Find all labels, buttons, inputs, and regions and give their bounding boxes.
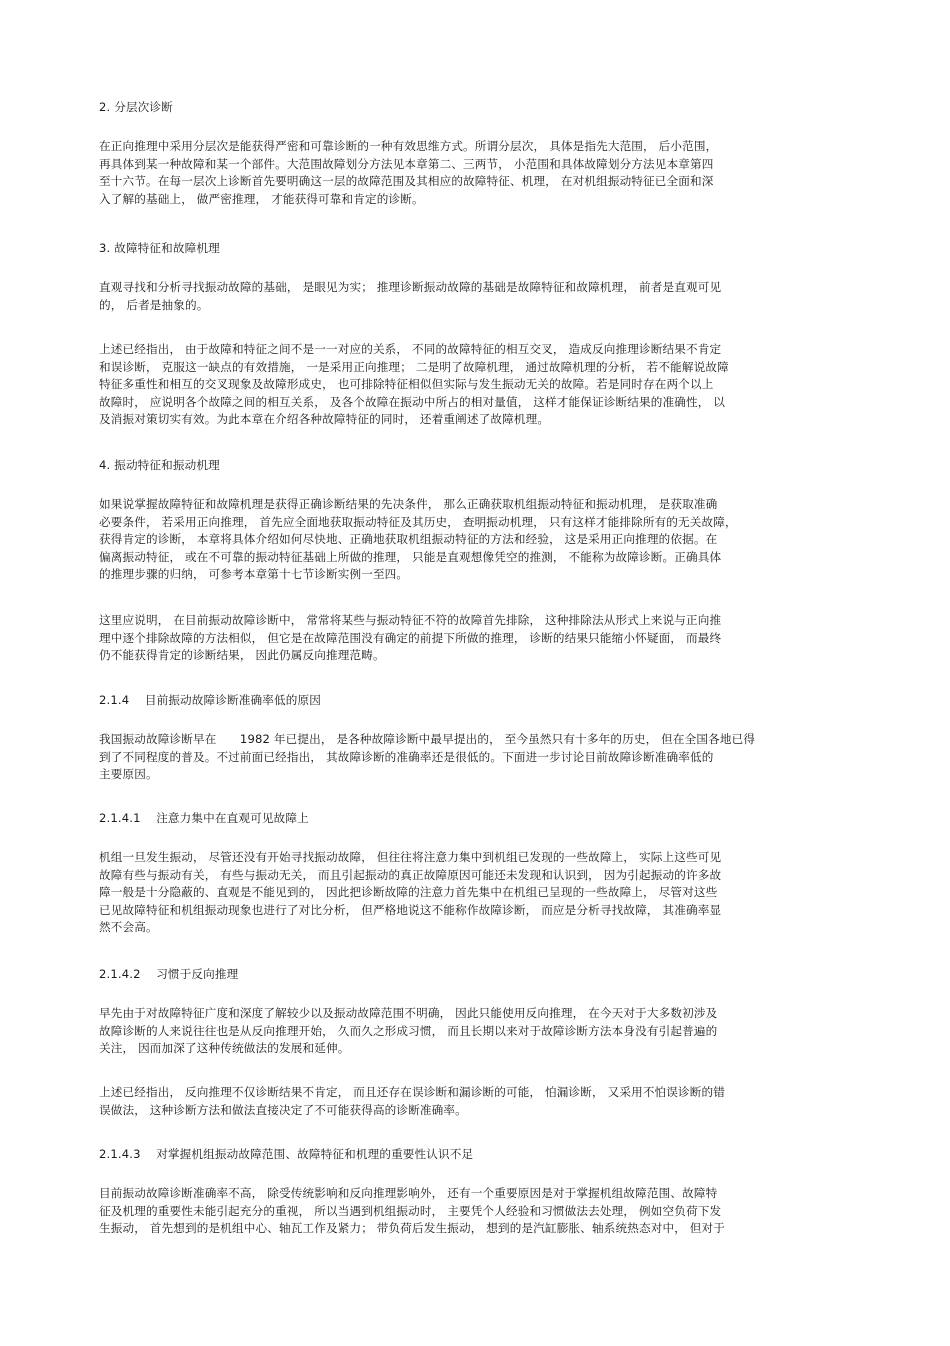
heading-section-2-1-4-2 [99, 966, 789, 984]
text-line: 特征多重性和相互的交叉现象及故障形成史， 也可排除特征相似但实际与发生振动无关的故障。若是同时存在两个以上 [99, 377, 714, 391]
text-line: 在正向推理中采用分层次是能获得严密和可靠诊断的一种有效思维方式。所谓分层次， 具体是指先大范围， 后小范围， [99, 139, 718, 153]
text-line: 故障时， 应说明各个故障之间的相互关系， 及各个故障在振动中所占的相对量值， 这样才能保证诊断结果的准确性， 以 [99, 394, 726, 409]
text-line: 故障有些与振动有关， 有些与振动无关， 而且引起振动的真正故障原因可能还未发现和认识到， 因为引起振动的许多故 [99, 867, 722, 882]
text-line: 然不会高。 [99, 920, 158, 934]
text-line: 2.1.4.2 习惯于反向推理 [99, 967, 239, 981]
paragraph-vibration-features-2 [99, 612, 789, 665]
paragraph-layered-diagnosis [99, 138, 789, 208]
text-line: 2. 分层次诊断 [99, 100, 173, 114]
text-line: 3. 故障特征和故障机理 [99, 241, 220, 255]
paragraph-section-2-1-4-1 [99, 849, 789, 937]
text-line: 理中逐个排除故障的方法相似， 但它是在故障范围没有确定的前提下所做的推理， 诊断的结果只能缩小怀疑面， 而最终 [99, 630, 722, 645]
text-line: 4. 振动特征和振动机理 [99, 458, 220, 472]
paragraph-vibration-features-1 [99, 496, 789, 584]
text-line: 如果说掌握故障特征和故障机理是获得正确诊断结果的先决条件， 那么正确获取机组振动特征和振动机理， 是获取准确 [99, 497, 718, 511]
text-line: 必要条件， 若采用正向推理， 首先应全面地获取振动特征及其历史， 查明振动机理， 只有这样才能排除所有的无关故障， [99, 514, 737, 529]
text-line: 2.1.4.1 注意力集中在直观可见故障上 [99, 811, 309, 825]
paragraph-section-2-1-4-2-1 [99, 1005, 789, 1058]
paragraph-fault-features-1 [99, 279, 789, 314]
text-line: 故障诊断的人来说往往也是从反向推理开始， 久而久之形成习惯， 而且长期以来对于故障诊断方法本身没有引起普遍的 [99, 1023, 718, 1038]
text-line: 偏离振动特征， 或在不可靠的振动特征基础上所做的推理， 只能是直观想像凭空的推测， 不能称为故障诊断。正确具体 [99, 549, 722, 564]
heading-vibration-features [99, 457, 789, 475]
text-line: 关注， 因而加深了这种传统做法的发展和延伸。 [99, 1041, 350, 1055]
text-line: 生振动， 首先想到的是机组中心、轴瓦工作及紧力； 带负荷后发生振动， 想到的是汽缸膨胀、轴系统热态对中， 但对于 [99, 1221, 726, 1235]
text-line: 的推理步骤的归纳， 可参考本章第十七节诊断实例一至四。 [99, 567, 409, 581]
text-line: 2.1.4.3 对掌握机组振动故障范围、故障特征和机理的重要性认识不足 [99, 1147, 474, 1161]
text-line: 至十六节。在每一层次上诊断首先要明确这一层的故障范围及其相应的故障特征、机理， 在对机组振动特征已全面和深 [99, 174, 714, 188]
text-line: 的， 后者是抽象的。 [99, 297, 209, 312]
text-line: 我国振动故障诊断早在 1982 年已提出， 是各种故障诊断中最早提出的， 至今虽然只有十多年的历史， 但在全国各地已得 [99, 732, 756, 746]
heading-fault-features [99, 240, 789, 258]
heading-layered-diagnosis [99, 99, 789, 117]
text-line: 和误诊断， 克服这一缺点的有效措施， 一是采用正向推理； 二是明了故障机理， 通过故障机理的分析， 若不能解说故障 [99, 359, 729, 374]
text-line: 障一般是十分隐蔽的、直观是不能见到的， 因此把诊断故障的注意力首先集中在机组已呈现的一些故障上， 尽管对这些 [99, 885, 718, 899]
paragraph-fault-features-2 [99, 341, 789, 429]
heading-section-2-1-4 [99, 692, 789, 710]
text-line: 2.1.4 目前振动故障诊断准确率低的原因 [99, 693, 321, 707]
paragraph-section-2-1-4-2-2 [99, 1084, 789, 1119]
text-line: 再具体到某一种故障和某一个部件。大范围故障划分方法见本章第二、三两节， 小范围和具体故障划分方法见本章第四 [99, 156, 714, 171]
text-line: 机组一旦发生振动， 尽管还没有开始寻找振动故障， 但往往将注意力集中到机组已发现的一些故障上， 实际上这些可见 [99, 850, 722, 864]
text-line: 仍不能获得肯定的诊断结果， 因此仍属反向推理范畴。 [99, 648, 385, 662]
paragraph-section-2-1-4-3 [99, 1185, 789, 1238]
text-line: 征及机理的重要性未能引起充分的重视， 所以当遇到机组振动时， 主要凭个人经验和习惯做法去处理， 例如空负荷下发 [99, 1203, 722, 1218]
text-line: 已见故障特征和机组振动现象也进行了对比分析， 但严格地说这不能称作故障诊断， 而应是分析寻找故障， 其准确率显 [99, 902, 722, 917]
text-line: 上述已经指出， 反向推理不仅诊断结果不肯定， 而且还存在误诊断和漏诊断的可能， 怕漏诊断， 又采用不怕误诊断的错 [99, 1085, 726, 1099]
text-line: 入了解的基础上， 做严密推理， 才能获得可靠和肯定的诊断。 [99, 191, 424, 206]
text-line: 上述已经指出， 由于故障和特征之间不是一一对应的关系， 不同的故障特征的相互交叉， 造成反向推理诊断结果不肯定 [99, 342, 722, 356]
text-line: 这里应说明， 在目前振动故障诊断中， 常常将某些与振动特征不符的故障首先排除， 这种排除法从形式上来说与正向推 [99, 613, 722, 627]
heading-section-2-1-4-1 [99, 810, 789, 828]
text-line: 获得肯定的诊断， 本章将具体介绍如何尽快地、正确地获取机组振动特征的方法和经验， 这是采用正向推理的依据。在 [99, 532, 718, 546]
text-line: 目前振动故障诊断准确率不高， 除受传统影响和反向推理影响外， 还有一个重要原因是对于掌握机组故障范围、故障特 [99, 1186, 718, 1200]
heading-section-2-1-4-3 [99, 1146, 789, 1164]
text-line: 主要原因。 [99, 767, 158, 781]
text-line: 直观寻找和分析寻找振动故障的基础， 是眼见为实； 推理诊断振动故障的基础是故障特征和故障机理， 前者是直观可见 [99, 280, 722, 294]
paragraph-section-2-1-4 [99, 731, 789, 784]
text-line: 及消振对策切实有效。为此本章在介绍各种故障特征的同时， 还着重阐述了故障机理。 [99, 412, 550, 426]
text-line: 早先由于对故障特征广度和深度了解较少以及振动故障范围不明确， 因此只能使用反向推理， 在今天对于大多数初涉及 [99, 1006, 718, 1020]
text-line: 到了不同程度的普及。不过前面已经指出， 其故障诊断的准确率还是很低的。下面进一步讨论目前故障诊断准确率低的 [99, 749, 714, 764]
text-line: 误做法， 这种诊断方法和做法直接决定了不可能获得高的诊断准确率。 [99, 1102, 467, 1117]
